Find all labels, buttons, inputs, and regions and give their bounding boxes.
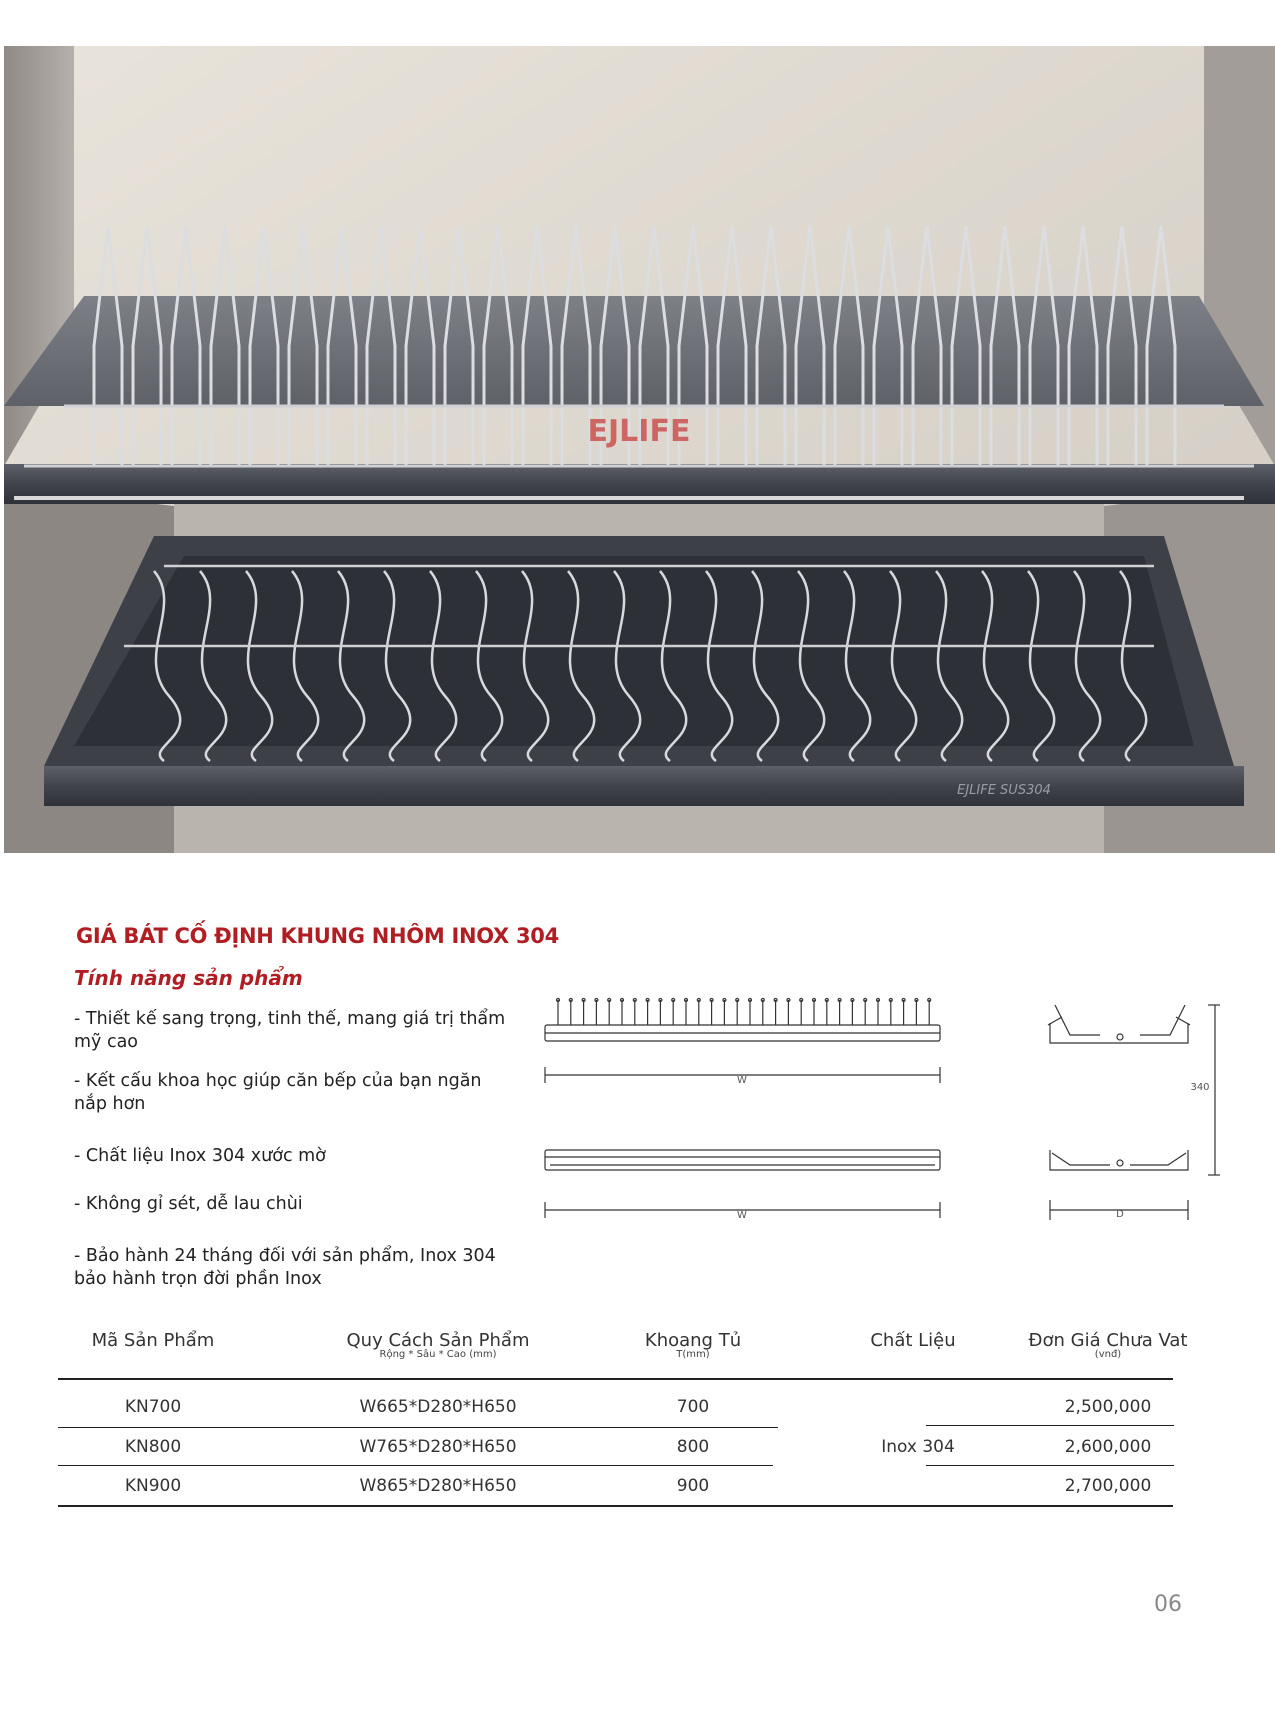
cell-cabinet: 800 bbox=[676, 1437, 710, 1457]
grade-marking: EJLIFE SUS304 bbox=[957, 783, 1051, 798]
cell-material: Inox 304 bbox=[881, 1437, 955, 1457]
feature-item: - Thiết kế sang trọng, tinh thế, mang giá trị thẩm mỹ cao bbox=[74, 1009, 506, 1052]
page-number: 06 bbox=[1154, 1592, 1182, 1617]
brand-watermark: EJLIFE bbox=[587, 414, 691, 449]
front-view-drawing bbox=[540, 995, 960, 1235]
price-table bbox=[58, 1330, 1188, 1510]
cell-code: KN800 bbox=[124, 1437, 182, 1457]
feature-item: - Kết cấu khoa học giúp căn bếp của bạn ngăn nắp hơn bbox=[74, 1071, 482, 1114]
cell-price: 2,700,000 bbox=[1064, 1476, 1152, 1496]
row-divider bbox=[926, 1425, 1174, 1426]
column-header-material: Chất Liệu bbox=[870, 1330, 956, 1351]
cell-price: 2,500,000 bbox=[1064, 1397, 1152, 1417]
table-header-rule bbox=[58, 1378, 1173, 1380]
cell-cabinet: 700 bbox=[676, 1397, 710, 1417]
cell-cabinet: 900 bbox=[676, 1476, 710, 1496]
cell-price: 2,600,000 bbox=[1064, 1437, 1152, 1457]
width-label: W bbox=[737, 1075, 747, 1086]
feature-item: - Không gỉ sét, dễ lau chùi bbox=[74, 1194, 303, 1214]
product-photo bbox=[4, 46, 1275, 853]
cell-spec: W865*D280*H650 bbox=[359, 1476, 517, 1496]
height-label: 340 bbox=[1190, 1082, 1210, 1093]
side-view-drawing bbox=[1040, 995, 1220, 1235]
width-label: W bbox=[737, 1210, 747, 1221]
table-bottom-rule bbox=[58, 1505, 1173, 1507]
column-header-code: Mã Sản Phẩm bbox=[91, 1330, 215, 1351]
row-divider bbox=[58, 1465, 773, 1466]
product-title: GIÁ BÁT CỐ ĐỊNH KHUNG NHÔM INOX 304 bbox=[76, 924, 559, 948]
cell-spec: W765*D280*H650 bbox=[359, 1437, 517, 1457]
cell-spec: W665*D280*H650 bbox=[359, 1397, 517, 1417]
cell-code: KN700 bbox=[124, 1397, 182, 1417]
row-divider bbox=[926, 1465, 1174, 1466]
depth-label: D bbox=[1116, 1209, 1124, 1220]
column-header-price: Đơn Giá Chưa Vat (vnđ) bbox=[1028, 1330, 1188, 1360]
feature-item: - Bảo hành 24 tháng đối với sản phẩm, Inox 304 bảo hành trọn đời phần Inox bbox=[74, 1246, 496, 1289]
column-header-spec: Quy Cách Sản Phẩm Rộng * Sâu * Cao (mm) bbox=[346, 1330, 530, 1360]
cell-code: KN900 bbox=[124, 1476, 182, 1496]
feature-item: - Chất liệu Inox 304 xước mờ bbox=[74, 1146, 326, 1166]
features-heading: Tính năng sản phẩm bbox=[74, 966, 303, 990]
column-header-cabinet: Khoang Tủ T(mm) bbox=[644, 1330, 742, 1360]
row-divider bbox=[58, 1427, 778, 1428]
